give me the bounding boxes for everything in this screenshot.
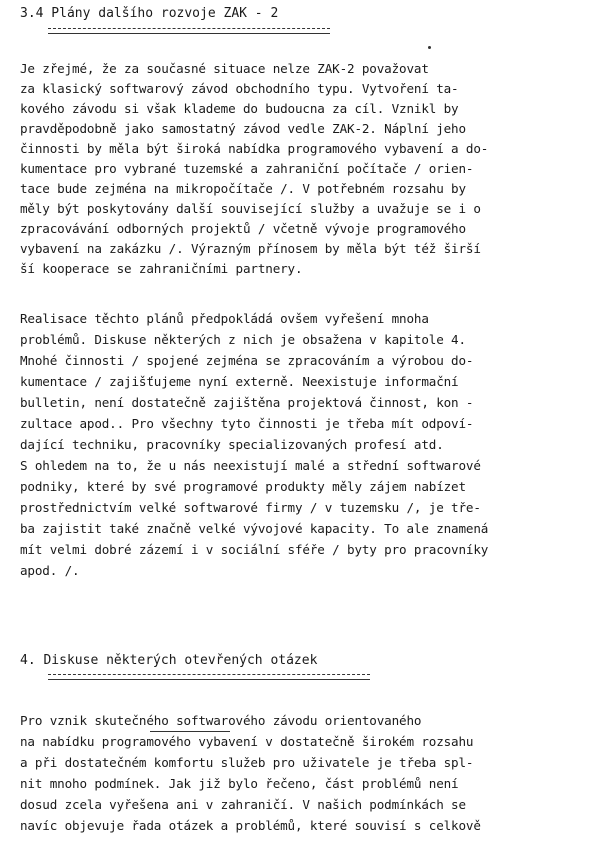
text-line: mít velmi dobré zázemí i v sociální sféře / byty pro pracovníky [20,542,489,557]
section-heading-4: 4. Diskuse některých otevřených otázek [20,653,318,668]
text-line: problémů. Diskuse některých z nich je obsažena v kapitole 4. [20,332,466,347]
text-line: Realisace těchto plánů předpokládá ovšem vyřešení mnoha [20,311,429,326]
text-line: podniky, které by své programové produkty měly zájem nabízet [20,479,466,494]
stray-mark [428,46,431,49]
section-heading-3-4: 3.4 Plány dalšího rozvoje ZAK - 2 [20,6,279,21]
text-line: tace bude zejména na mikropočítače /. V potřebném rozsahu by [20,181,466,196]
text-line: kového závodu si však klademe do budoucna za cíl. Vznikl by [20,101,459,116]
text-line: kumentace pro vybrané tuzemské a zahraniční počítače / orien- [20,161,474,176]
heading-underline-second [48,33,330,34]
text-line: dosud zcela vyřešena ani v zahraničí. V našich podmínkách se [20,797,466,812]
heading-underline-second [48,679,370,680]
heading-underline [48,674,370,675]
text-line: nit mnoho podmínek. Jak již bylo řečeno, část problémů není [20,776,459,791]
text-line: Je zřejmé, že za současné situace nelze ZAK-2 považovat [20,61,429,76]
text-line: navíc objevuje řada otázek a problémů, které souvisí s celkově [20,818,481,833]
text-line: a při dostatečném komfortu služeb pro uživatele je třeba spl- [20,755,474,770]
text-line: apod. /. [20,563,80,578]
text-line: S ohledem na to, že u nás neexistují malé a střední softwarové [20,458,481,473]
text-line: zpracovávání odborných projektů / včetně vývoje programového [20,221,466,236]
text-line: dající techniku, pracovníky specializovaných profesí atd. [20,437,444,452]
text-line: činnosti by měla být široká nabídka programového vybavení a do- [20,141,489,156]
text-line: pravděpodobně jako samostatný závod vedle ZAK-2. Náplní jeho [20,121,466,136]
text-line: za klasický softwarový závod obchodního typu. Vytvoření ta- [20,81,459,96]
text-line: vybavení na zakázku /. Výrazným přínosem by měla být též širší [20,241,481,256]
text-line: měly být poskytovány další související služby a uvažuje se i o [20,201,481,216]
text-line: Pro vznik skutečného softwarového závodu orientovaného [20,713,422,728]
text-line: ší kooperace se zahraničními partnery. [20,261,303,276]
text-line: prostřednictvím velké softwarové firmy / v tuzemsku /, je tře- [20,500,481,515]
word-underline-skutecneho [150,731,230,732]
text-line: na nabídku programového vybavení v dostatečně širokém rozsahu [20,734,474,749]
text-line: zultace apod.. Pro všechny tyto činnosti je třeba mít odpoví- [20,416,474,431]
heading-underline [48,28,330,29]
text-line: Mnohé činnosti / spojené zejména se zpracováním a výrobou do- [20,353,474,368]
text-line: ba zajistit také značně velké vývojové kapacity. To ale znamená [20,521,489,536]
text-line: kumentace / zajišťujeme nyní externě. Neexistuje informační [20,374,459,389]
text-line: bulletin, není dostatečně zajištěna projektová činnost, kon - [20,395,474,410]
